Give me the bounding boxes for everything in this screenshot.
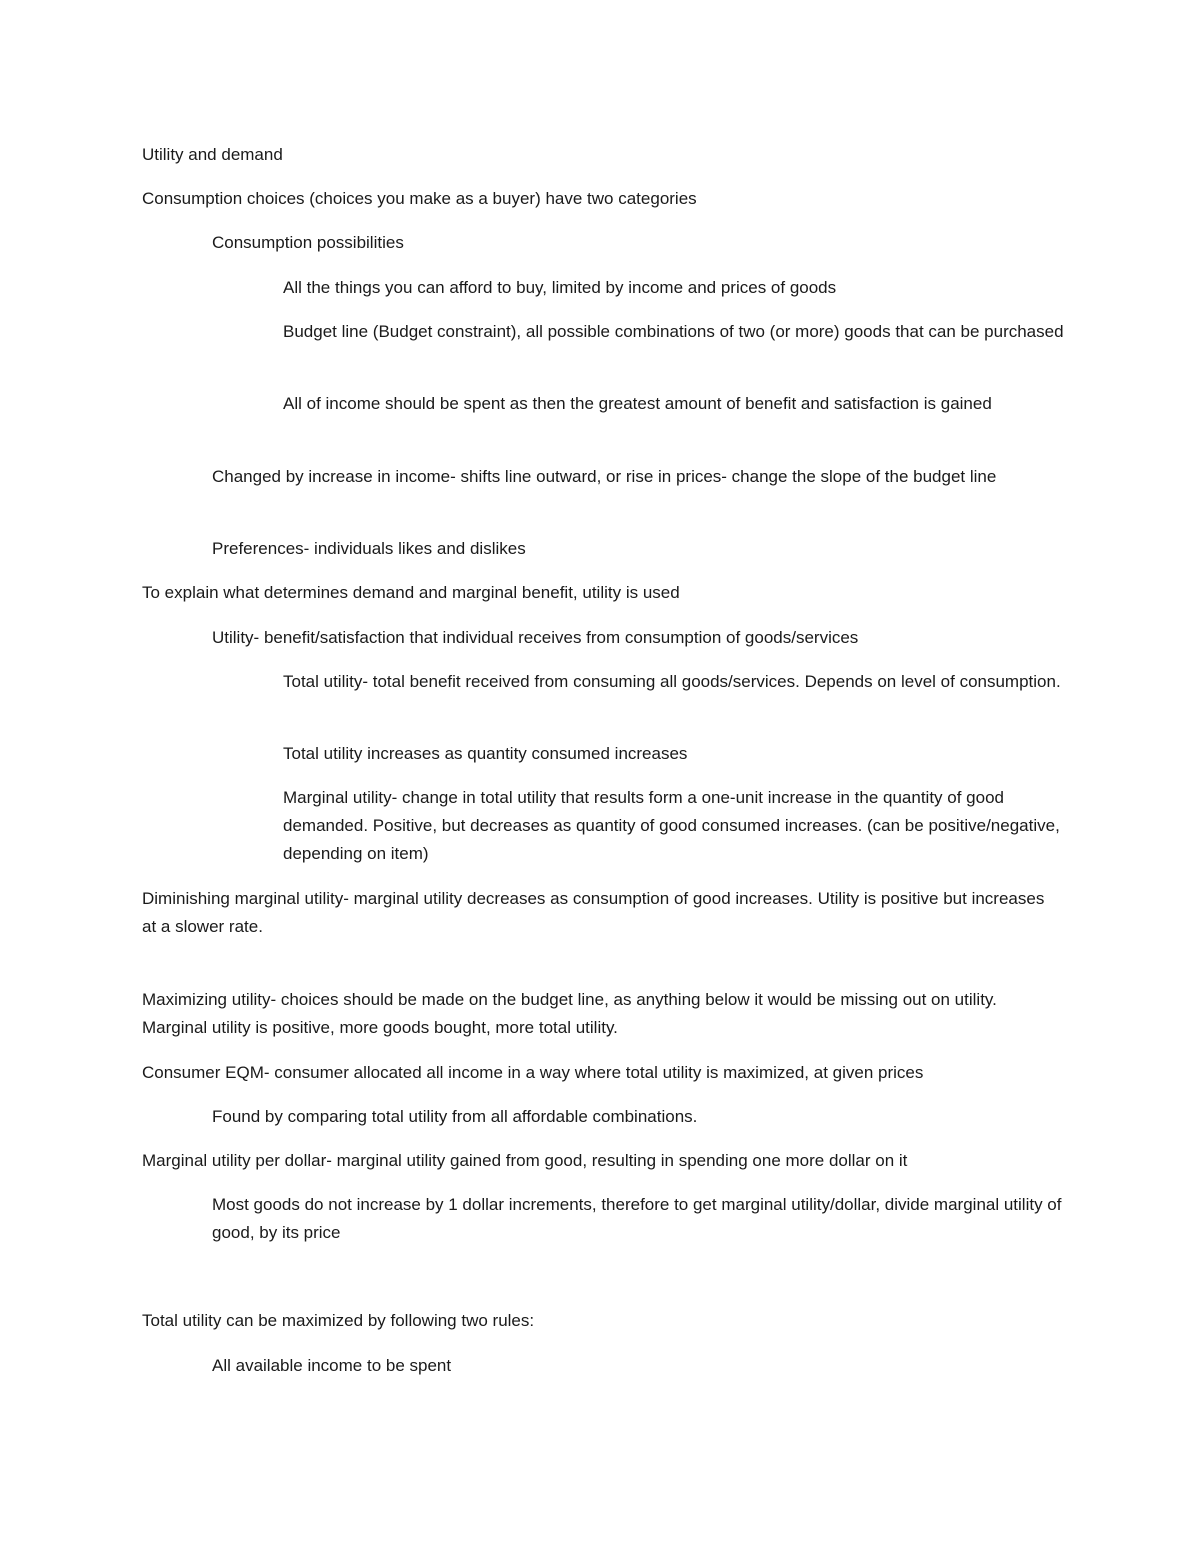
paragraph-total-utility-increases: Total utility increases as quantity consumed increases xyxy=(283,744,688,763)
paragraph-consumption-choices: Consumption choices (choices you make as a buyer) have two categories xyxy=(142,189,697,208)
paragraph-affordable-things: All the things you can afford to buy, limited by income and prices of goods xyxy=(283,278,837,297)
paragraph-diminishing-marginal-utility: Diminishing marginal utility- marginal utility decreases as consumption of good increases. Utility is positive but increases at a slower rate. xyxy=(142,889,1045,936)
paragraph-changed-by-income: Changed by increase in income- shifts line outward, or rise in prices- change the slope of the budget line xyxy=(212,467,997,486)
paragraph-all-income-spent: All available income to be spent xyxy=(212,1356,452,1375)
paragraph-income-spent: All of income should be spent as then the greatest amount of benefit and satisfaction is gained xyxy=(283,394,992,413)
heading-utility-and-demand: Utility and demand xyxy=(142,145,283,164)
paragraph-explain-demand: To explain what determines demand and marginal benefit, utility is used xyxy=(142,583,680,602)
paragraph-found-by-comparing: Found by comparing total utility from all affordable combinations. xyxy=(212,1107,698,1126)
paragraph-preferences: Preferences- individuals likes and dislikes xyxy=(212,539,526,558)
paragraph-marginal-utility-per-dollar: Marginal utility per dollar- marginal utility gained from good, resulting in spending one more dollar on it xyxy=(142,1151,908,1170)
paragraph-total-utility: Total utility- total benefit received from consuming all goods/services. Depends on level of consumption. xyxy=(283,672,1061,691)
paragraph-maximizing-utility: Maximizing utility- choices should be made on the budget line, as anything below it would be missing out on utility. Marginal utility is positive, more goods bought, more total utility. xyxy=(142,990,997,1037)
paragraph-marginal-utility: Marginal utility- change in total utility that results form a one-unit increase in the quantity of good demanded. Positive, but decreases as quantity of good consumed increases. (can be positive/negative, depending on item) xyxy=(283,788,1060,863)
paragraph-dollar-increments: Most goods do not increase by 1 dollar increments, therefore to get marginal utility/dollar, divide marginal utility of good, by its price xyxy=(212,1195,1062,1242)
paragraph-utility-definition: Utility- benefit/satisfaction that individual receives from consumption of goods/services xyxy=(212,628,859,647)
paragraph-two-rules: Total utility can be maximized by following two rules: xyxy=(142,1311,535,1330)
paragraph-consumption-possibilities: Consumption possibilities xyxy=(212,233,404,252)
paragraph-consumer-eqm: Consumer EQM- consumer allocated all income in a way where total utility is maximized, at given prices xyxy=(142,1063,924,1082)
paragraph-budget-line: Budget line (Budget constraint), all possible combinations of two (or more) goods that can be purchased xyxy=(283,322,1064,341)
